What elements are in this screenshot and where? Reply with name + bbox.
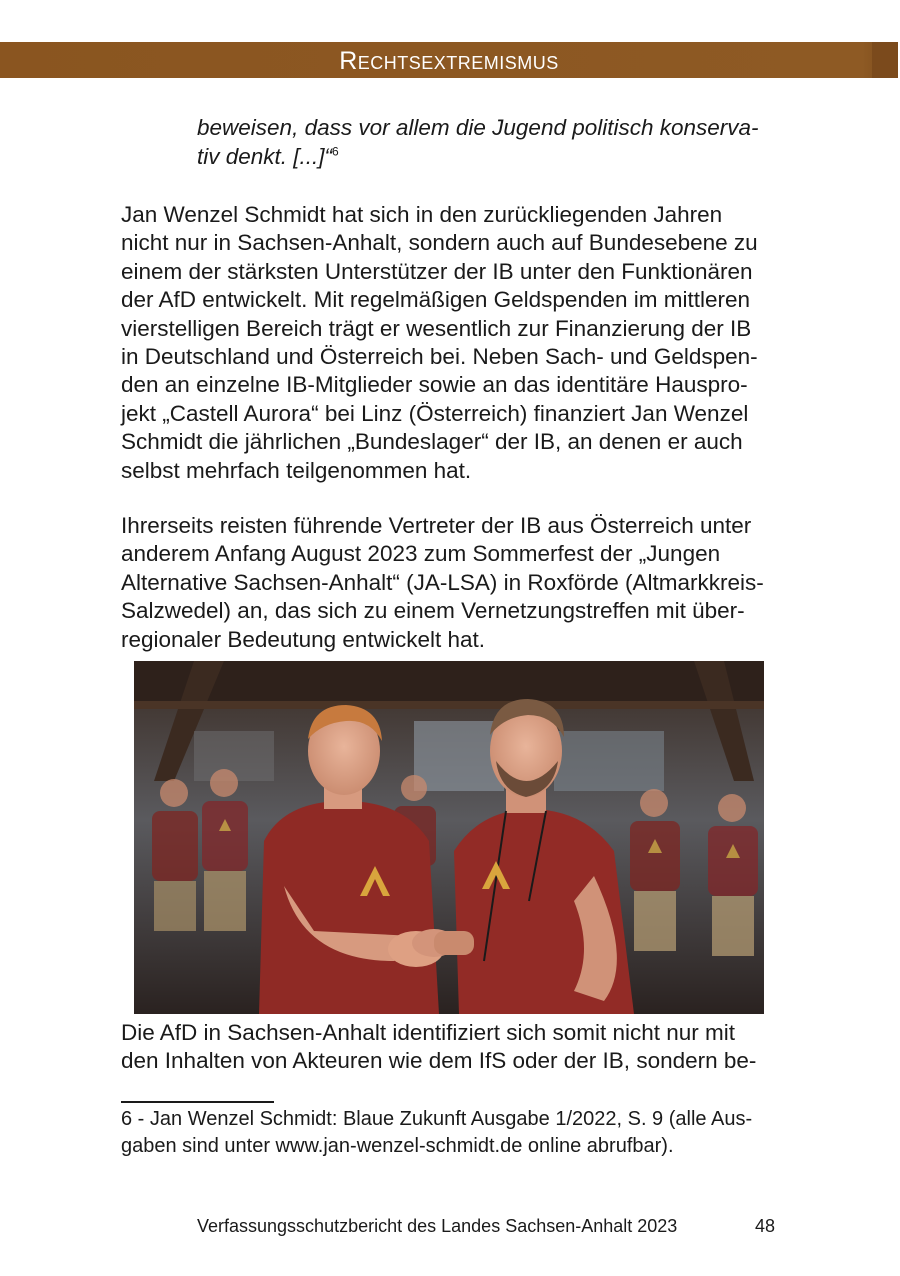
text-line: jekt „Castell Aurora“ bei Linz (Österreich) finanziert Jan Wenzel — [121, 400, 749, 426]
quote-block — [197, 113, 777, 171]
chapter-header-bar — [0, 42, 898, 78]
text-line: nicht nur in Sachsen-Anhalt, sondern auch auf Bundesebene zu — [121, 230, 758, 256]
paragraph-afd-identification — [121, 1019, 791, 1076]
quote-line: beweisen, dass vor allem die Jugend politisch konserva- — [197, 115, 759, 140]
text-line: Salzwedel) an, das sich zu einem Vernetzungstreffen mit über- — [121, 598, 745, 624]
chapter-title: Rechtsextremismus — [339, 47, 559, 75]
footnote — [121, 1106, 791, 1160]
paragraph-schmidt-support — [121, 201, 791, 485]
footer-publication-title: Verfassungsschutzbericht des Landes Sachsen-Anhalt 2023 — [197, 1216, 678, 1236]
footnote-divider — [121, 1101, 274, 1103]
paragraph-sommerfest — [121, 512, 791, 654]
text-line: in Deutschland und Österreich bei. Neben Sach- und Geldspen- — [121, 344, 758, 370]
event-photo — [134, 661, 764, 1014]
text-line: der AfD entwickelt. Mit regelmäßigen Geldspenden im mittleren — [121, 287, 751, 313]
text-line: Alternative Sachsen-Anhalt“ (JA-LSA) in Roxförde (Altmarkkreis- — [121, 569, 764, 595]
text-line: den an einzelne IB-Mitglieder sowie an das identitäre Hauspro- — [121, 372, 748, 398]
text-line: Jan Wenzel Schmidt hat sich in den zurückliegenden Jahren — [121, 202, 723, 227]
quote-line: tiv denkt. [...]“ — [197, 144, 333, 169]
header-accent-block — [872, 42, 898, 78]
text-line: Schmidt die jährlichen „Bundeslager“ der IB, an denen er auch — [121, 429, 743, 455]
text-line: selbst mehrfach teilgenommen hat. — [121, 457, 472, 483]
text-line: Ihrerseits reisten führende Vertreter der IB aus Österreich unter — [121, 513, 752, 538]
text-line: einem der stärksten Unterstützer der IB unter den Funktionären — [121, 258, 753, 284]
footnote-reference[interactable]: 6 — [332, 144, 339, 159]
text-line: anderem Anfang August 2023 zum Sommerfest der „Jungen — [121, 541, 721, 567]
footnote-line: gaben sind unter www.jan-wenzel-schmidt.de online abrufbar). — [121, 1135, 674, 1157]
text-line: den Inhalten von Akteuren wie dem IfS oder der IB, sondern be- — [121, 1048, 757, 1074]
footnote-line: 6 - Jan Wenzel Schmidt: Blaue Zukunft Ausgabe 1/2022, S. 9 (alle Aus- — [121, 1108, 753, 1130]
photo-illustration — [134, 661, 764, 1014]
text-line: vierstelligen Bereich trägt er wesentlich zur Finanzierung der IB — [121, 315, 752, 341]
text-line: Die AfD in Sachsen-Anhalt identifiziert sich somit nicht nur mit — [121, 1020, 736, 1045]
text-line: regionaler Bedeutung entwickelt hat. — [121, 626, 485, 652]
page-number: 48 — [755, 1216, 776, 1236]
